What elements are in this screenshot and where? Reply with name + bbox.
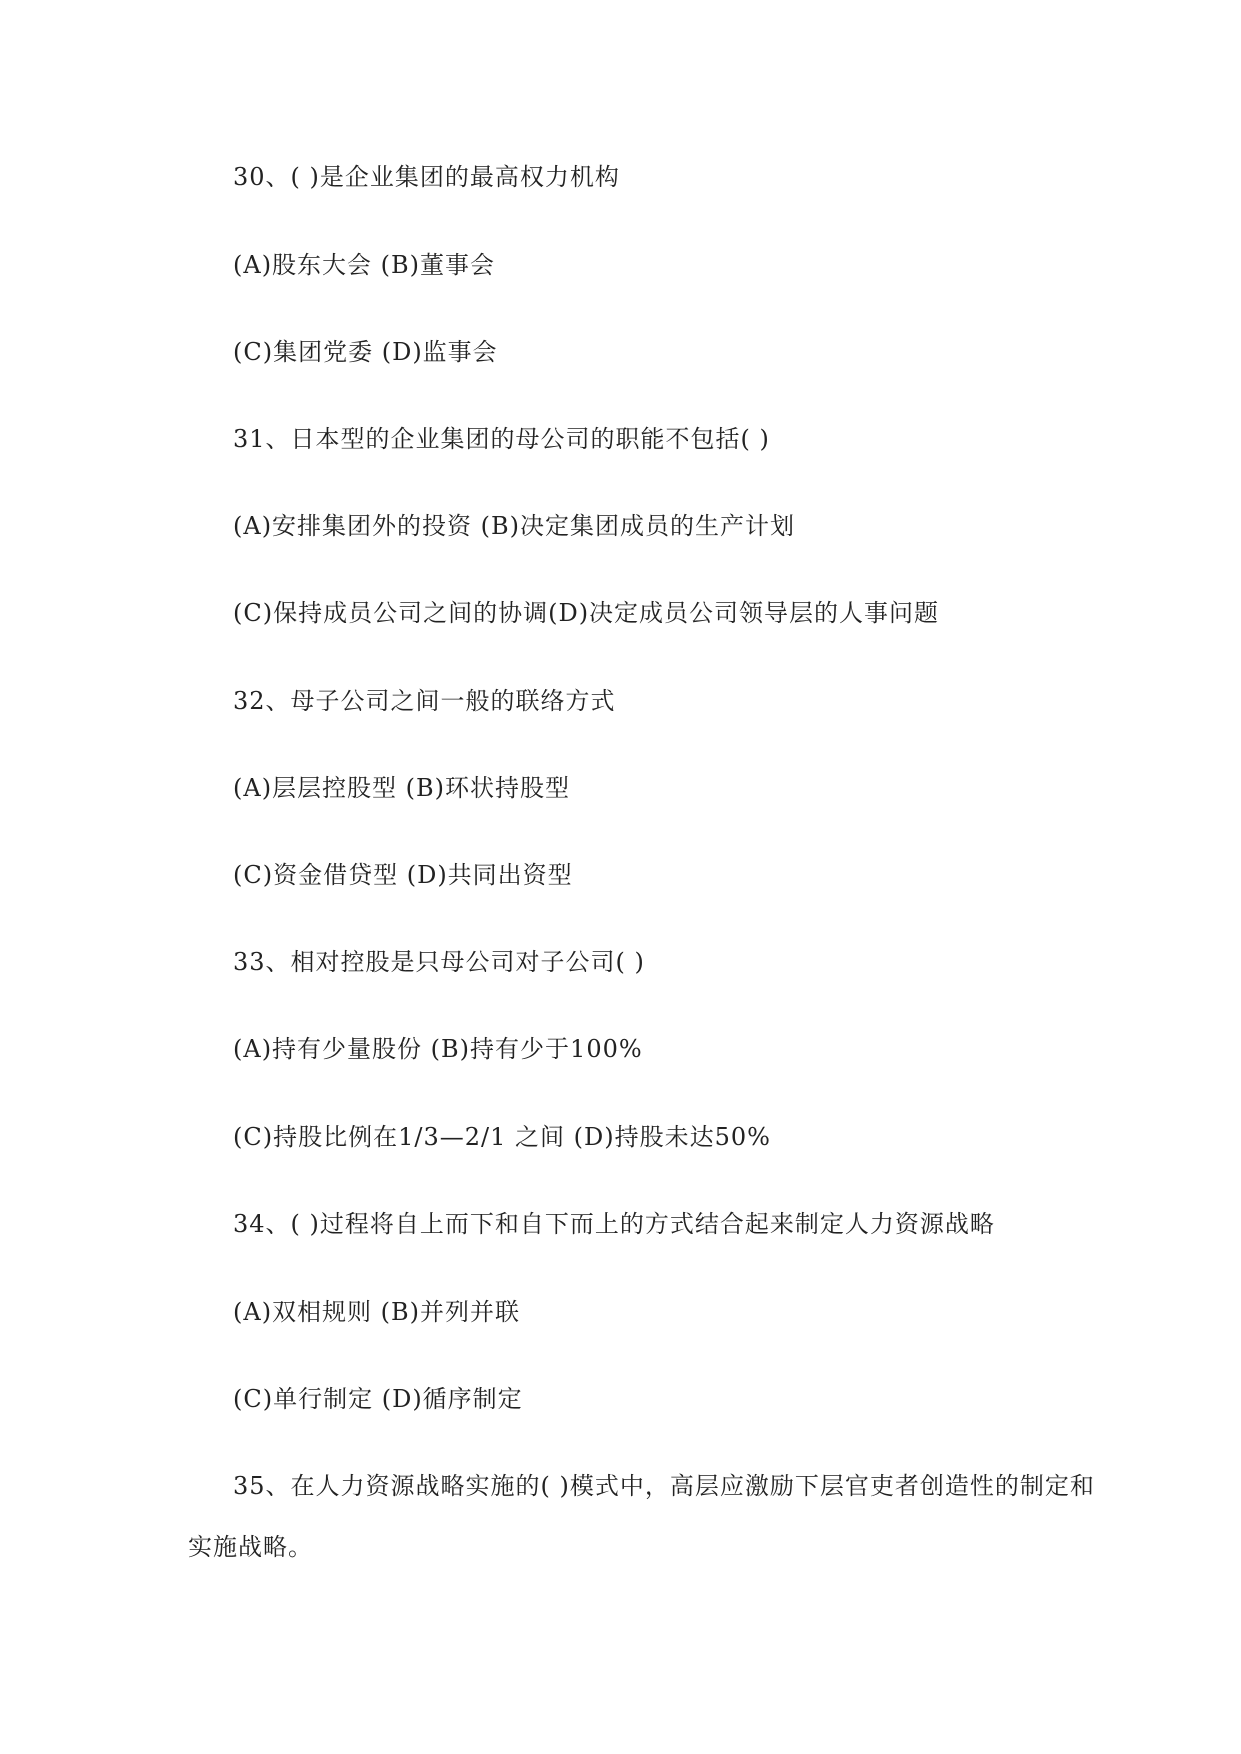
question-34-options-ab: (A)双相规则 (B)并列并联: [233, 1298, 521, 1326]
question-34: 34、( )过程将自上而下和自下而上的方式结合起来制定人力资源战略: [233, 1210, 995, 1238]
question-33: 33、相对控股是只母公司对子公司( ): [233, 948, 645, 976]
question-32-options-ab: (A)层层控股型 (B)环状持股型: [233, 774, 571, 802]
question-31-options-ab: (A)安排集团外的投资 (B)决定集团成员的生产计划: [233, 512, 796, 540]
question-31-options-cd: (C)保持成员公司之间的协调(D)决定成员公司领导层的人事问题: [233, 599, 940, 627]
question-31: 31、日本型的企业集团的母公司的职能不包括( ): [233, 425, 770, 453]
question-35: 35、在人力资源战略实施的( )模式中，高层应激励下层官吏者创造性的制定和: [233, 1472, 1095, 1500]
question-30: 30、( )是企业集团的最高权力机构: [233, 163, 620, 191]
question-33-options-ab: (A)持有少量股份 (B)持有少于100%: [233, 1035, 643, 1063]
question-30-options-ab: (A)股东大会 (B)董事会: [233, 251, 496, 279]
question-34-options-cd: (C)单行制定 (D)循序制定: [233, 1385, 523, 1413]
question-30-options-cd: (C)集团党委 (D)监事会: [233, 338, 498, 366]
question-32-options-cd: (C)资金借贷型 (D)共同出资型: [233, 861, 573, 889]
question-35-continuation: 实施战略。: [188, 1533, 313, 1561]
question-33-options-cd: (C)持股比例在1/3—2/1 之间 (D)持股未达50%: [233, 1123, 771, 1151]
question-32: 32、母子公司之间一般的联络方式: [233, 687, 616, 715]
